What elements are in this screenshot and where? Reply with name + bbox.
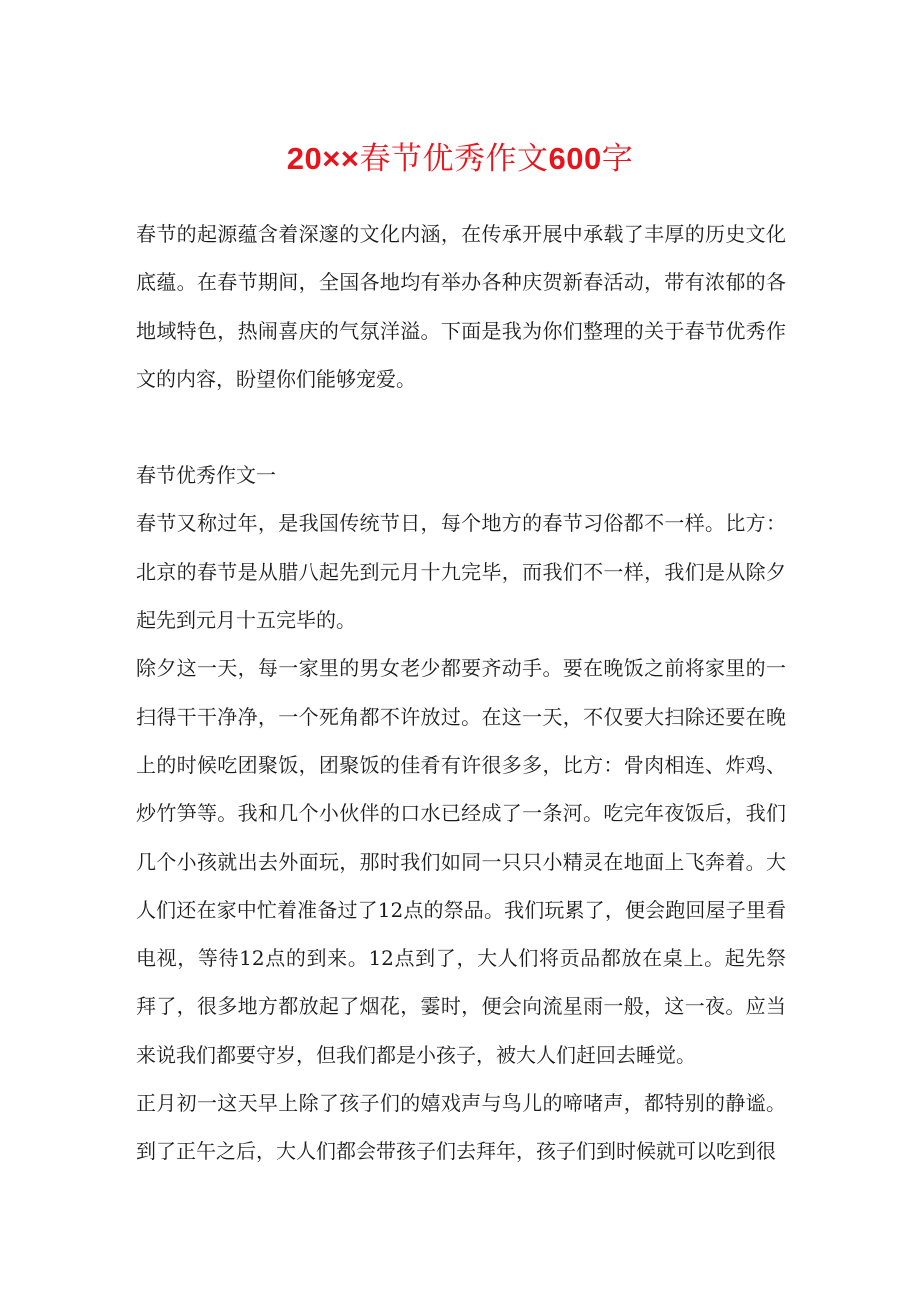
body-paragraph: 正月初一这天早上除了孩子们的嬉戏声与鸟儿的啼啫声，都特别的静谧。到了正午之后，大人们都会带孩子们去拜年，孩子们到时候就可以吃到很 xyxy=(136,1091,786,1164)
intro-paragraph: 春节的起源蕴含着深邃的文化内涵，在传承开展中承载了丰厚的历史文化底蕴。在春节期间，全国各地均有举办各种庆贺新春活动，带有浓郁的各地域特色，热闹喜庆的气氛洋溢。下面是我为你们整理的关于春节优秀作文的内容，盼望你们能够宠爱。 xyxy=(136,222,786,391)
title-number: 600 xyxy=(548,141,602,176)
paragraph-gap xyxy=(136,403,786,451)
document-body xyxy=(136,210,786,1176)
body-paragraph: 春节又称过年，是我国传统节日，每个地方的春节习俗都不一样。比方：北京的春节是从腊八起先到元月十九完毕，而我们不一样，我们是从除夕起先到元月十五完毕的。 xyxy=(136,511,786,633)
section-heading: 春节优秀作文一 xyxy=(136,463,276,488)
document-title xyxy=(0,134,920,184)
title-middle: 春节优秀作文 xyxy=(359,141,549,177)
title-suffix: 字 xyxy=(601,141,634,177)
body-paragraph: 除夕这一天，每一家里的男女老少都要齐动手。要在晚饭之前将家里的一扫得干干净净，一个死角都不许放过。在这一天，不仅要大扫除还要在晚上的时候吃团聚饭，团聚饭的佳肴有许很多多，比方：骨肉相连、炸鸡、炒竹笋等。我和几个小伙伴的口水已经成了一条河。吃完年夜饭后，我们几个小孩就出去外面玩，那时我们如同一只只小精灵在地面上飞奔着。大人们还在家中忙着准备过了12点的祭品。我们玩累了，便会跑回屋子里看电视，等待12点的到来。12点到了，大人们将贡品都放在桌上。起先祭拜了，很多地方都放起了烟花，霎时，便会向流星雨一般，这一夜。应当来说我们都要守岁，但我们都是小孩子，被大人们赶回去睡觉。 xyxy=(136,656,786,1067)
title-prefix: 20×× xyxy=(286,141,360,176)
